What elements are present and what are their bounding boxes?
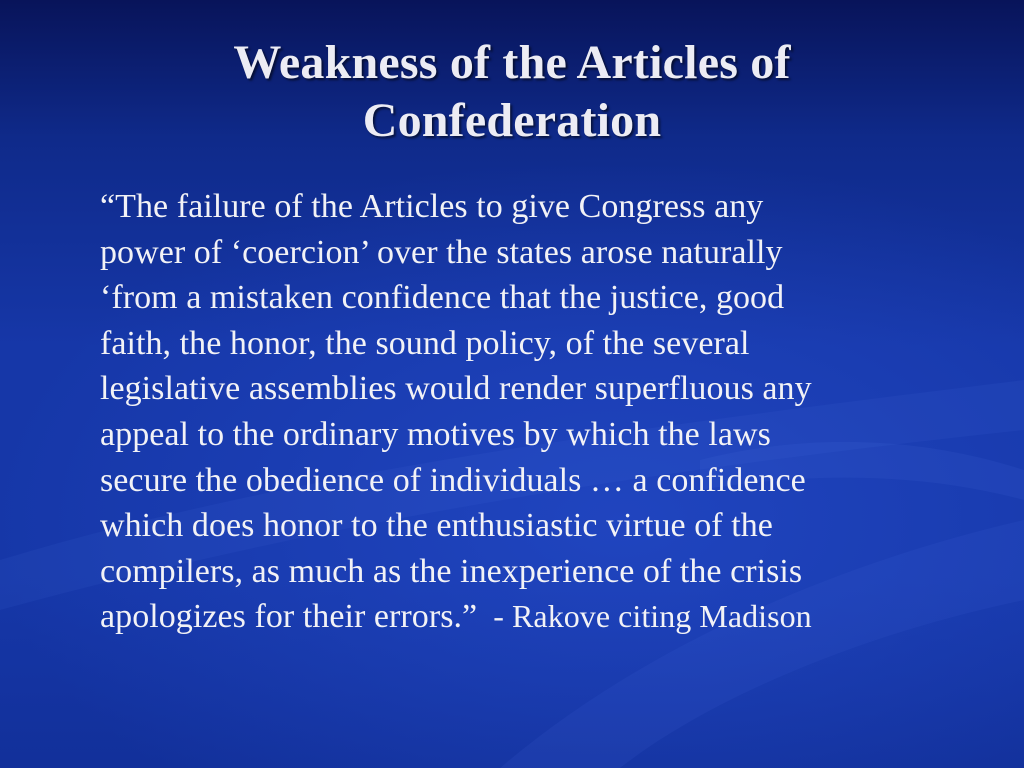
quote-attribution: - Rakove citing Madison — [477, 598, 812, 635]
quote-last-line — [100, 594, 980, 640]
quote-line: apologizes for their errors.” — [100, 598, 478, 636]
quote-line: power of ‘coercion’ over the states arose naturally — [100, 233, 783, 271]
quote-line: secure the obedience of individuals … a confidence — [100, 461, 806, 499]
quote-line: appeal to the ordinary motives by which the laws — [100, 415, 771, 453]
quote-line: which does honor to the enthusiastic virtue of the — [100, 507, 773, 545]
title-line-2: Confederation — [362, 94, 662, 147]
title-line-1: Weakness of the Articles of — [233, 36, 791, 89]
quote-line: compilers, as much as the inexperience of the crisis — [100, 552, 803, 590]
quote-line: ‘from a mistaken confidence that the justice, good — [100, 279, 785, 317]
quote-line: “The failure of the Articles to give Congress any — [100, 188, 764, 225]
slide-title — [40, 34, 984, 150]
quote-body — [100, 184, 980, 640]
quote-line: faith, the honor, the sound policy, of the several — [100, 324, 750, 362]
quote-line: legislative assemblies would render superfluous any — [100, 370, 812, 408]
